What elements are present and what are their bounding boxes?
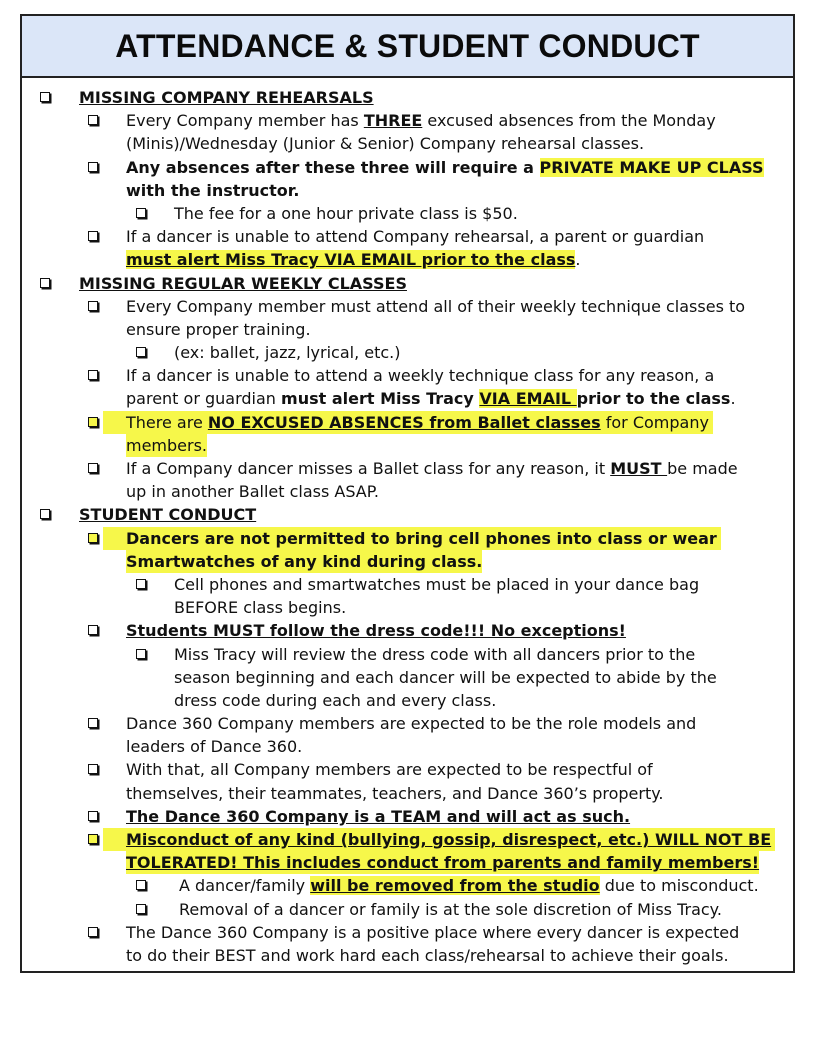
list-subitem: (ex: ballet, jazz, lyrical, etc.) [22, 341, 793, 364]
document-page [20, 14, 795, 973]
list-subitem-continuation: dress code during each and every class. [174, 690, 497, 710]
list-item-continuation: with the instructor. [126, 180, 300, 200]
list-subitem: Miss Tracy will review the dress code with all dancers prior to the [22, 643, 793, 666]
checkbox-bullet-icon [136, 880, 146, 890]
checkbox-bullet-icon [88, 718, 98, 728]
document-content [22, 78, 793, 967]
checkbox-bullet-icon [40, 92, 50, 102]
list-item: The Dance 360 Company is a positive place where every dancer is expected [22, 921, 793, 944]
list-subitem: The fee for a one hour private class is $50. [22, 202, 793, 225]
list-item-highlighted: There are NO EXCUSED ABSENCES from Ballet classes for Company [22, 411, 793, 434]
list-item-continuation: parent or guardian must alert Miss Tracy VIA EMAIL prior to the class. [126, 389, 736, 409]
section-heading-rehearsals: MISSING COMPANY REHEARSALS [22, 86, 793, 109]
checkbox-bullet-icon [40, 509, 50, 519]
checkbox-bullet-icon [136, 904, 146, 914]
checkbox-bullet-icon [40, 278, 50, 288]
checkbox-bullet-icon [136, 579, 146, 589]
list-item-continuation: up in another Ballet class ASAP. [126, 482, 379, 502]
checkbox-bullet-icon [88, 625, 98, 635]
checkbox-bullet-icon [88, 463, 98, 473]
checkbox-bullet-icon [136, 208, 146, 218]
list-item: If a dancer is unable to attend Company rehearsal, a parent or guardian [22, 225, 793, 248]
page-title: ATTENDANCE & STUDENT CONDUCT [115, 27, 700, 64]
list-subitem-continuation: BEFORE class begins. [174, 598, 347, 618]
section-heading-conduct: STUDENT CONDUCT [22, 503, 793, 526]
list-item: If a Company dancer misses a Ballet class for any reason, it MUST be made [22, 457, 793, 480]
list-item-continuation: TOLERATED! This includes conduct from parents and family members! [22, 851, 793, 874]
checkbox-bullet-icon [136, 347, 146, 357]
list-item-highlighted: Misconduct of any kind (bullying, gossip, disrespect, etc.) WILL NOT BE [22, 828, 793, 851]
checkbox-bullet-icon [88, 231, 98, 241]
list-item: If a dancer is unable to attend a weekly technique class for any reason, a [22, 364, 793, 387]
list-item: Every Company member must attend all of their weekly technique classes to [22, 295, 793, 318]
list-item: Any absences after these three will require a PRIVATE MAKE UP CLASS [22, 156, 793, 179]
list-item-continuation: ensure proper training. [126, 319, 311, 339]
list-item-highlighted: Dancers are not permitted to bring cell phones into class or wear [22, 527, 793, 550]
checkbox-bullet-icon [136, 649, 146, 659]
list-item: Dance 360 Company members are expected to be the role models and [22, 712, 793, 735]
list-subitem: Cell phones and smartwatches must be placed in your dance bag [22, 573, 793, 596]
list-item-continuation: leaders of Dance 360. [126, 737, 303, 757]
checkbox-bullet-icon [88, 370, 98, 380]
list-item: The Dance 360 Company is a TEAM and will act as such. [22, 805, 793, 828]
checkbox-bullet-icon [88, 811, 98, 821]
title-bar [22, 16, 793, 78]
list-subitem-continuation: season beginning and each dancer will be expected to abide by the [174, 667, 717, 687]
section-heading-weekly: MISSING REGULAR WEEKLY CLASSES [22, 272, 793, 295]
list-item-continuation: themselves, their teammates, teachers, and Dance 360’s property. [126, 783, 664, 803]
list-item-continuation: members. [22, 434, 793, 457]
list-subitem: A dancer/family will be removed from the studio due to misconduct. [22, 874, 793, 897]
checkbox-bullet-icon [88, 834, 98, 844]
checkbox-bullet-icon [88, 162, 98, 172]
checkbox-bullet-icon [88, 533, 98, 543]
checkbox-bullet-icon [88, 115, 98, 125]
checkbox-bullet-icon [88, 927, 98, 937]
list-item-continuation: must alert Miss Tracy VIA EMAIL prior to the class. [126, 250, 581, 270]
checkbox-bullet-icon [88, 301, 98, 311]
list-item-continuation: to do their BEST and work hard each class/rehearsal to achieve their goals. [126, 945, 729, 965]
list-item-continuation: Smartwatches of any kind during class. [22, 550, 793, 573]
list-subitem: Removal of a dancer or family is at the sole discretion of Miss Tracy. [22, 898, 793, 921]
checkbox-bullet-icon [88, 417, 98, 427]
list-item: Every Company member has THREE excused absences from the Monday [22, 109, 793, 132]
list-item-continuation: (Minis)/Wednesday (Junior & Senior) Company rehearsal classes. [126, 134, 645, 154]
list-item: Students MUST follow the dress code!!! No exceptions! [22, 619, 793, 642]
checkbox-bullet-icon [88, 764, 98, 774]
list-item: With that, all Company members are expected to be respectful of [22, 758, 793, 781]
